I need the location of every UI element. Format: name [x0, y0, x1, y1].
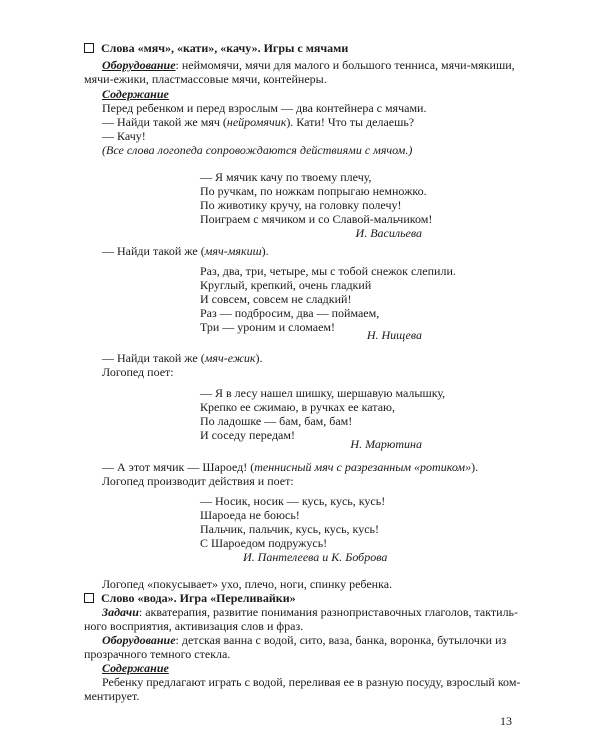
- poem-author: Н. Нищева: [366, 328, 422, 342]
- paragraph: — Найди такой же (мяч-мякиш).: [102, 244, 269, 258]
- poem-line: Круглый, крепкий, очень гладкий: [200, 278, 372, 292]
- paragraph: — Качу!: [102, 129, 146, 143]
- paragraph: Логопед производит действия и поет:: [102, 474, 294, 488]
- paragraph: Перед ребенком и перед взрослым — два контейнера с мячами.: [102, 101, 427, 115]
- poem-line: Шароеда не боюсь!: [200, 508, 300, 522]
- equipment-line-2: прозрачного темного стекла.: [84, 647, 231, 661]
- poem-line: Раз — подбросим, два — поймаем,: [200, 306, 380, 320]
- equipment-line-1: Оборудование: детская ванна с водой, сито, ваза, банка, воронка, бутылочки из: [102, 633, 507, 647]
- equipment-line-1: Оборудование: неймомячи, мячи для малого и большого тенниса, мячи-мякиши,: [102, 58, 515, 72]
- section-title-water: Слово «вода». Игра «Переливайки»: [84, 591, 296, 605]
- poem-author: Н. Марютина: [350, 437, 422, 451]
- equipment-line-2: мячи-ежики, пластмассовые мячи, контейнеры.: [84, 72, 327, 86]
- page-number: 13: [500, 714, 512, 728]
- poem-line: — Я в лесу нашел шишку, шершавую малышку,: [200, 386, 446, 400]
- paragraph-note: (Все слова логопеда сопровождаются действиями с мячом.): [102, 143, 413, 157]
- section-title-ball: Слова «мяч», «кати», «качу». Игры с мячами: [84, 41, 348, 55]
- poem-line: С Шароедом подружусь!: [200, 536, 328, 550]
- poem-line: И соседу передам!: [200, 428, 295, 442]
- poem-line: Поиграем с мячиком и со Славой-мальчиком!: [200, 212, 433, 226]
- poem-line: По ладошке — бам, бам, бам!: [200, 414, 353, 428]
- content-heading: Содержание: [102, 87, 169, 101]
- poem-line: Крепко ее сжимаю, в ручках ее катаю,: [200, 400, 395, 414]
- poem-line: — Я мячик качу по твоему плечу,: [200, 170, 372, 184]
- poem-line: По животику кручу, на головку полечу!: [200, 198, 402, 212]
- poem-author: И. Пантелеева и К. Боброва: [243, 550, 388, 564]
- paragraph: Логопед поет:: [102, 365, 174, 379]
- paragraph: ментирует.: [84, 689, 140, 703]
- poem-line: Пальчик, пальчик, кусь, кусь, кусь!: [200, 522, 379, 536]
- poem-line: По ручкам, по ножкам попрыгаю немножко.: [200, 184, 427, 198]
- poem-line: Раз, два, три, четыре, мы с тобой снежок слепили.: [200, 264, 456, 278]
- tasks-line-1: Задачи: акватерапия, развитие понимания разноприставочных глаголов, тактиль-: [102, 605, 519, 619]
- paragraph: Ребенку предлагают играть с водой, переливая ее в разную посуду, взрослый ком-: [102, 675, 521, 689]
- tasks-line-2: ного восприятия, активизация слов и фраз.: [84, 619, 304, 633]
- checkbox-square-icon: [84, 593, 94, 603]
- poem-line: — Носик, носик — кусь, кусь, кусь!: [200, 494, 386, 508]
- paragraph: — Найди такой же (мяч-ежик).: [102, 351, 263, 365]
- poem-author: И. Васильева: [355, 226, 422, 240]
- poem-line: Три — уроним и сломаем!: [200, 320, 335, 334]
- paragraph: — А этот мячик — Шароед! (теннисный мяч с разрезанным «ротиком»).: [102, 460, 479, 474]
- poem-line: И совсем, совсем не сладкий!: [200, 292, 352, 306]
- checkbox-square-icon: [84, 43, 94, 53]
- paragraph: Логопед «покусывает» ухо, плечо, ноги, спинку ребенка.: [102, 577, 393, 591]
- paragraph: — Найди такой же мяч (нейромячик). Кати! Что ты делаешь?: [102, 115, 415, 129]
- content-heading: Содержание: [102, 661, 169, 675]
